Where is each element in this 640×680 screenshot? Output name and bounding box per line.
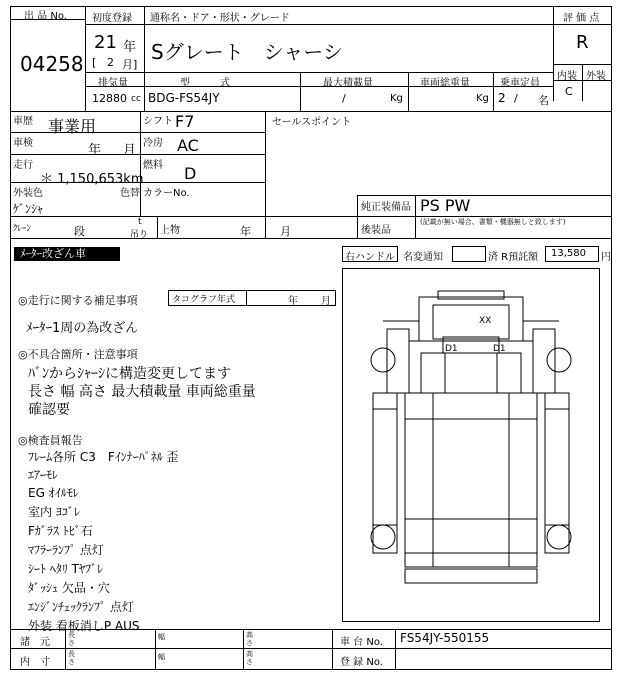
inspector-line: ｴﾝｼﾞﾝﾁｪｯｸﾗﾝﾌﾟ 点灯 <box>28 600 134 614</box>
inspection-label: 車検 <box>13 138 33 149</box>
recycle-deposit-label: 済 R預託額 <box>488 252 539 263</box>
shift-value: F7 <box>175 112 195 131</box>
inspector-line: Fｶﾞﾗｽ ﾄﾋﾞ石 <box>28 524 93 538</box>
upper-body-label: 上物 <box>160 225 180 236</box>
color-no-label: カラーNo. <box>143 188 190 199</box>
exterior-grade-label: 外装 <box>586 71 606 82</box>
inspector-line: ｼｰﾄ ﾍﾀﾘ Tﾔﾌﾞﾚ <box>28 562 103 576</box>
height-label-2: 高さ <box>246 650 253 666</box>
max-load-slash: / <box>342 92 346 105</box>
max-load-label: 最大積載量 <box>323 78 373 89</box>
inspector-report-heading: ◎検査員報告 <box>18 434 83 447</box>
vehicle-title: Sグレート シャーシ <box>151 40 343 64</box>
name-change-notice-label: 名変通知 <box>403 252 443 263</box>
inspector-line: EG ｵｲﾙﾓﾚ <box>28 486 79 500</box>
crane-suspend-label: 吊り <box>130 230 149 240</box>
aftermarket-note: (記載が無い場合、書類・機器無しと致します) <box>420 218 566 226</box>
upper-month-unit: 月 <box>280 225 291 238</box>
displacement-value: 12880 <box>92 92 127 105</box>
registration-year: 21 <box>94 32 117 53</box>
color-change-label: 色替 <box>120 188 140 199</box>
registration-month-unit: 月] <box>122 58 138 71</box>
width-label-2: 幅 <box>158 653 165 661</box>
aftermarket-label: 後装品 <box>361 225 391 236</box>
crane-ton-unit: t <box>138 217 142 227</box>
inspection-month-unit: 月 <box>123 143 137 158</box>
ac-label: 冷房 <box>143 138 163 149</box>
registration-year-unit: 年 <box>123 40 137 55</box>
fuel-label: 燃料 <box>143 160 163 171</box>
exterior-color-value: ｹﾞﾝｼｬ <box>13 202 44 216</box>
tachograph-year-unit: 年 <box>288 296 298 307</box>
driving-note: ﾒｰﾀｰ1周の為改ざん <box>26 321 139 336</box>
capacity-unit: 名 <box>538 94 549 107</box>
crane-stage-unit: 段 <box>74 225 85 238</box>
inspector-line: ﾏﾌﾗｰﾗﾝﾌﾟ 点灯 <box>28 543 104 557</box>
equipment-label: 純正装備品 <box>361 202 411 213</box>
length-label: 長さ <box>68 631 75 647</box>
length-label-2: 長さ <box>68 650 75 666</box>
registration-no-label: 登 録 No. <box>340 657 383 668</box>
lot-no-label: 出 品 No. <box>24 11 67 22</box>
sales-point-label: セールスポイント <box>272 117 352 128</box>
inspector-line: ﾌﾚｰﾑ各所 C3 Fｲﾝﾅｰﾊﾟﾈﾙ 歪 <box>28 450 179 464</box>
gross-weight-unit: Kg <box>476 93 489 104</box>
defects-heading: ◎不具合箇所・注意事項 <box>18 348 138 361</box>
capacity-label: 乗車定員 <box>500 78 540 89</box>
chassis-no-label: 車 台 No. <box>340 637 383 648</box>
crane-label: ｸﾚｰﾝ <box>13 224 32 234</box>
grade-label: 評 価 点 <box>563 13 600 24</box>
damage-mark-xx: XX <box>479 316 492 326</box>
fuel-value: D <box>184 164 197 183</box>
inspector-line: ﾀﾞｯｼｭ 欠品・穴 <box>28 581 110 595</box>
ac-value: AC <box>177 136 199 155</box>
exterior-color-label: 外装色 <box>13 188 43 199</box>
shift-label: シフト <box>143 116 173 127</box>
right-hand-drive: 右ハンドル <box>345 252 395 263</box>
capacity-slash: / <box>514 92 518 105</box>
tachograph-month-unit: 月 <box>321 296 331 307</box>
interior-grade: C <box>565 85 573 98</box>
registration-month-open: [ <box>92 56 97 69</box>
registration-month: 2 <box>107 56 114 69</box>
capacity-value: 2 <box>498 91 506 105</box>
model-code: BDG-FS54JY <box>148 91 220 105</box>
width-label: 幅 <box>158 633 165 641</box>
chassis-number: FS54JY-550155 <box>400 631 490 645</box>
mileage-value: ＊ 1,150,653km <box>40 172 144 187</box>
history-label: 車歴 <box>13 116 33 127</box>
damage-mark-d1-right: D1 <box>493 344 506 354</box>
recycle-deposit-amount: 13,580 <box>551 248 586 259</box>
displacement-unit: cc <box>131 94 141 104</box>
first-registration-label: 初度登録 <box>92 13 132 24</box>
height-label: 高さ <box>246 631 253 647</box>
truck-outline-diagram <box>343 269 599 621</box>
overall-grade: R <box>576 32 589 53</box>
equipment-value: PS PW <box>420 196 471 215</box>
dimensions-label: 諸 元 <box>20 637 50 648</box>
interior-dimensions-label: 内 寸 <box>20 657 50 668</box>
inspector-line: 室内 ﾖｺﾞﾚ <box>28 505 80 519</box>
mileage-label: 走行 <box>13 160 33 171</box>
auction-sheet <box>10 6 612 670</box>
lot-number: 04258 <box>20 52 84 76</box>
damage-mark-d1-left: D1 <box>445 344 458 354</box>
recycle-yen: 円 <box>601 252 611 263</box>
name-shape-grade-label: 通称名・ドア・形状・グレード <box>150 13 290 24</box>
displacement-label: 排気量 <box>98 78 128 89</box>
gross-weight-label: 車両総重量 <box>420 78 470 89</box>
inspector-line: 外装 看板消しP AUS <box>28 619 140 633</box>
tachograph-label: タコグラフ年式 <box>172 295 236 305</box>
driving-remarks-heading: ◎走行に関する補足事項 <box>18 294 138 307</box>
inspector-line: ｴｱｰﾓﾚ <box>28 468 59 482</box>
defect-line: 確認要 <box>28 402 70 418</box>
history-value: 事業用 <box>48 117 97 136</box>
odometer-tampered-banner: ﾒｰﾀｰ改ざん車 <box>14 247 120 261</box>
upper-year-unit: 年 <box>240 225 251 238</box>
max-load-unit: Kg <box>390 93 403 104</box>
interior-grade-label: 内装 <box>557 71 577 82</box>
damage-diagram <box>342 268 600 622</box>
inspection-year-unit: 年 <box>88 143 102 158</box>
model-label: 型 式 <box>180 78 230 89</box>
defect-line: 長さ 幅 高さ 最大積載量 車両総重量 <box>28 384 256 400</box>
defect-line: ﾊﾞﾝからｼｬｰｼに構造変更してます <box>28 366 231 382</box>
